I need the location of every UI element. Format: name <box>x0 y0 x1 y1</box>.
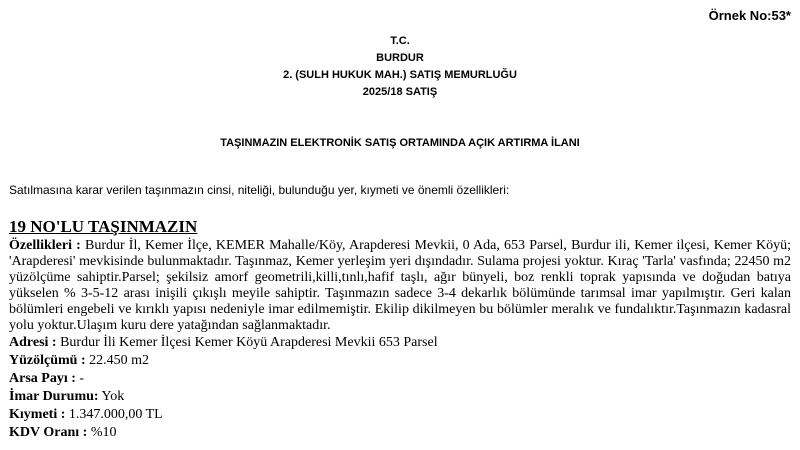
address-value: Burdur İli Kemer İlçesi Kemer Köyü Arapderesi Mevkii 653 Parsel <box>56 335 438 350</box>
intro-text: Satılmasına karar verilen taşınmazın cinsi, niteliği, bulunduğu yer, kıymeti ve önemli özellikleri: <box>9 183 510 197</box>
address-label: Adresi : <box>9 335 57 350</box>
header-line-tc: T.C. <box>390 35 410 47</box>
property-title: 19 NO'LU TAŞINMAZIN <box>9 217 198 236</box>
property-address <box>9 334 791 352</box>
header-line-city: BURDUR <box>376 52 424 64</box>
office-header <box>0 33 800 101</box>
land-share-label: Arsa Payı : <box>9 371 76 386</box>
property-features <box>9 238 791 334</box>
zoning-label: İmar Durumu: <box>9 389 99 404</box>
value-label: Kıymeti : <box>9 407 66 422</box>
property-value <box>9 406 791 424</box>
vat-label: KDV Oranı : <box>9 425 88 440</box>
value-amount: 1.347.000,00 TL <box>65 407 163 422</box>
features-value: Burdur İl, Kemer İlçe, KEMER Mahalle/Köy, Arapderesi Mevkii, 0 Ada, 653 Parsel, Burdur ili, Kemer ilçesi, Kemer Köyü; 'Arapderesi' mevkisinde bulunmaktadır. Taşınmaz, Kemer yerleşim yeri dışındadır. Sulama projesi yoktur. Kıraç 'Tarla' vasfında; 22450 m2 yüzölçüme sahiptir.Parsel; şekilsiz amorf geometrili,killi,tınlı,hafif taşlı, ağır bünyeli, boz renkli toprak yapısında ve doğudan batıya yükselen % 3-5-12 arası inişili çıkışlı meyile sahiptir. Taşınmazın sadece 3-4 dekarlık bölümünde tarımsal imar yapılmıştır. Geri kalan bölümleri engebeli ve kırıklı yapısı nedeniyle imar edilmemiştir. Ekilip dikilmeyen bu bölümler meralık ve fundalıktır.Taşınmazın kadasral yolu yoktur.Ulaşım kuru dere yatağından sağlanmaktadır. <box>9 238 791 333</box>
zoning-value: Yok <box>98 389 125 404</box>
land-share-value: - <box>75 371 85 386</box>
features-label: Özellikleri : <box>9 238 81 253</box>
announcement-title: TAŞINMAZIN ELEKTRONİK SATIŞ ORTAMINDA AÇIK ARTIRMA İLANI <box>220 137 580 149</box>
property-area <box>9 352 791 370</box>
property-section <box>9 217 791 442</box>
vat-value: %10 <box>87 425 117 440</box>
property-zoning <box>9 388 791 406</box>
header-line-file-no: 2025/18 SATIŞ <box>362 86 438 98</box>
area-value: 22.450 m2 <box>85 353 150 368</box>
area-label: Yüzölçümü : <box>9 353 86 368</box>
property-land-share <box>9 370 791 388</box>
header-line-office: 2. (SULH HUKUK MAH.) SATIŞ MEMURLUĞU <box>283 69 517 81</box>
property-vat <box>9 424 791 442</box>
sample-number: Örnek No:53* <box>708 8 791 23</box>
